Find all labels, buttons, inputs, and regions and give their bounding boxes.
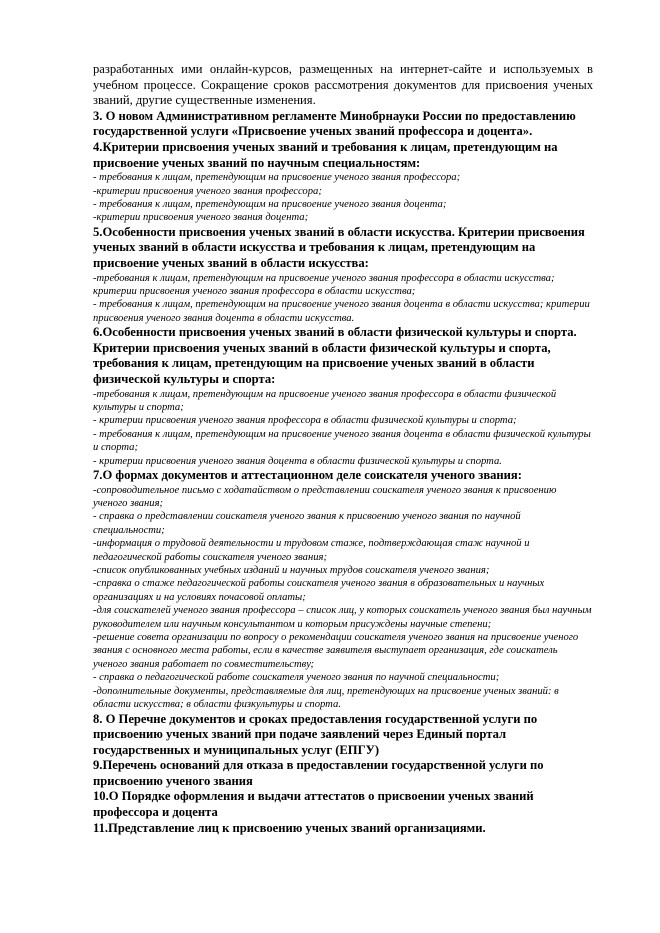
section-heading: 7.О формах документов и аттестационном деле соискателя ученого звания: [93, 468, 522, 482]
list-item: - справка о представлении соискателя ученого звания к присвоению ученого звания по научной специальности; [93, 511, 521, 536]
section [93, 789, 593, 820]
list-item: -требования к лицам, претендующим на присвоение ученого звания профессора в области физической культуры и спорта; [93, 388, 557, 413]
section-heading: 6.Особенности присвоения ученых званий в области физической культуры и спорта. Критерии присвоения ученых званий в области физической культуры и спорта, требования к лицам, претендующим на присвоение ученых званий в области физической культуры и спорта: [93, 325, 577, 386]
section [93, 109, 593, 140]
list-item: - критерии присвоения ученого звания доцента в области физической культуры и спорта. [93, 455, 502, 467]
section-heading: 8. О Перечне документов и сроках предоставления государственной услуги по присвоению ученых званий при подаче заявлений через Единый портал государственных и муниципальных услуг (ЕПГУ) [93, 711, 538, 757]
section [93, 758, 593, 789]
section [93, 712, 593, 759]
list-item: -информация о трудовой деятельности и трудовом стаже, подтверждающая стаж научной и педагогической работы соискателя ученого звания; [93, 538, 530, 563]
section [93, 325, 593, 468]
list-item: - справка о педагогической работе соискателя ученого звания по научной специальности; [93, 672, 500, 684]
section [93, 468, 593, 712]
list-item: -справка о стаже педагогической работы соискателя ученого звания в образовательных и научных организациях и на условиях почасовой оплаты; [93, 578, 545, 603]
section-heading: 5.Особенности присвоения ученых званий в области искусства. Критерии присвоения ученых званий в области искусства и требования к лицам, претендующим на присвоение ученых званий в области искусства: [93, 224, 585, 270]
list-item: - критерии присвоения ученого звания профессора в области физической культуры и спорта; [93, 415, 517, 427]
intro-paragraph: разработанных ими онлайн-курсов, размещенных на интернет-сайте и используемых в учебном процессе. Сокращение сроков рассмотрения документов для присвоения ученых званий, другие существенные изменения. [93, 62, 593, 108]
list-item: -дополнительные документы, представляемые для лиц, претендующих на присвоение ученых званий: в области искусства; в области физкультуры и спорта. [93, 685, 559, 711]
list-item: -список опубликованных учебных изданий и научных трудов соискателя ученого звания; [93, 565, 490, 577]
section-heading: 9.Перечень оснований для отказа в предоставлении государственной услуги по присвоению ученого звания [93, 758, 544, 788]
section [93, 140, 593, 225]
list-item: -сопроводительное письмо с ходатайством о представлении соискателя ученого звания к присвоению ученого звания; [93, 484, 557, 509]
document-page [93, 62, 593, 836]
list-item: - требования к лицам, претендующим на присвоение ученого звания доцента; [93, 198, 447, 210]
list-item: -требования к лицам, претендующим на присвоение ученого звания профессора в области искусства; критерии присвоения ученого звания профессора в области искусства; [93, 272, 555, 297]
list-item: -критерии присвоения ученого звания доцента; [93, 212, 309, 224]
section-heading: 4.Критерии присвоения ученых званий и требования к лицам, претендующим на присвоение ученых званий по научным специальностям: [93, 139, 558, 170]
list-item: - требования к лицам, претендующим на присвоение ученого звания доцента в области физической культуры и спорта; [93, 428, 591, 454]
list-item: -критерии присвоения ученого звания профессора; [93, 185, 322, 197]
section [93, 821, 593, 837]
list-item: -решение совета организации по вопросу о рекомендации соискателя ученого звания на присвоение ученого звания с основного места работы, если в качестве заявителя выступает организация, где соискатель ученого звания работает по совместительству; [93, 632, 579, 670]
sections-list [93, 109, 593, 836]
section-heading: 11.Представление лиц к присвоению ученых званий организациями. [93, 820, 486, 835]
list-item: - требования к лицам, претендующим на присвоение ученого звания профессора; [93, 172, 461, 184]
section-heading: 10.О Порядке оформления и выдачи аттестатов о присвоении ученых званий профессора и доцента [93, 789, 534, 820]
list-item: -для соискателей ученого звания профессора – список лиц, у которых соискатель ученого звания был научным руководителем или научным консультантом и которым присуждены научные степени; [93, 605, 592, 630]
section-heading: 3. О новом Административном регламенте Минобрнауки России по предоставлению государственной услуги «Присвоение ученых званий профессора и доцента». [93, 108, 576, 139]
list-item: - требования к лицам, претендующим на присвоение ученого звания доцента в области искусства; критерии присвоения ученого звания доцента в области искусства. [93, 299, 590, 324]
section [93, 225, 593, 325]
